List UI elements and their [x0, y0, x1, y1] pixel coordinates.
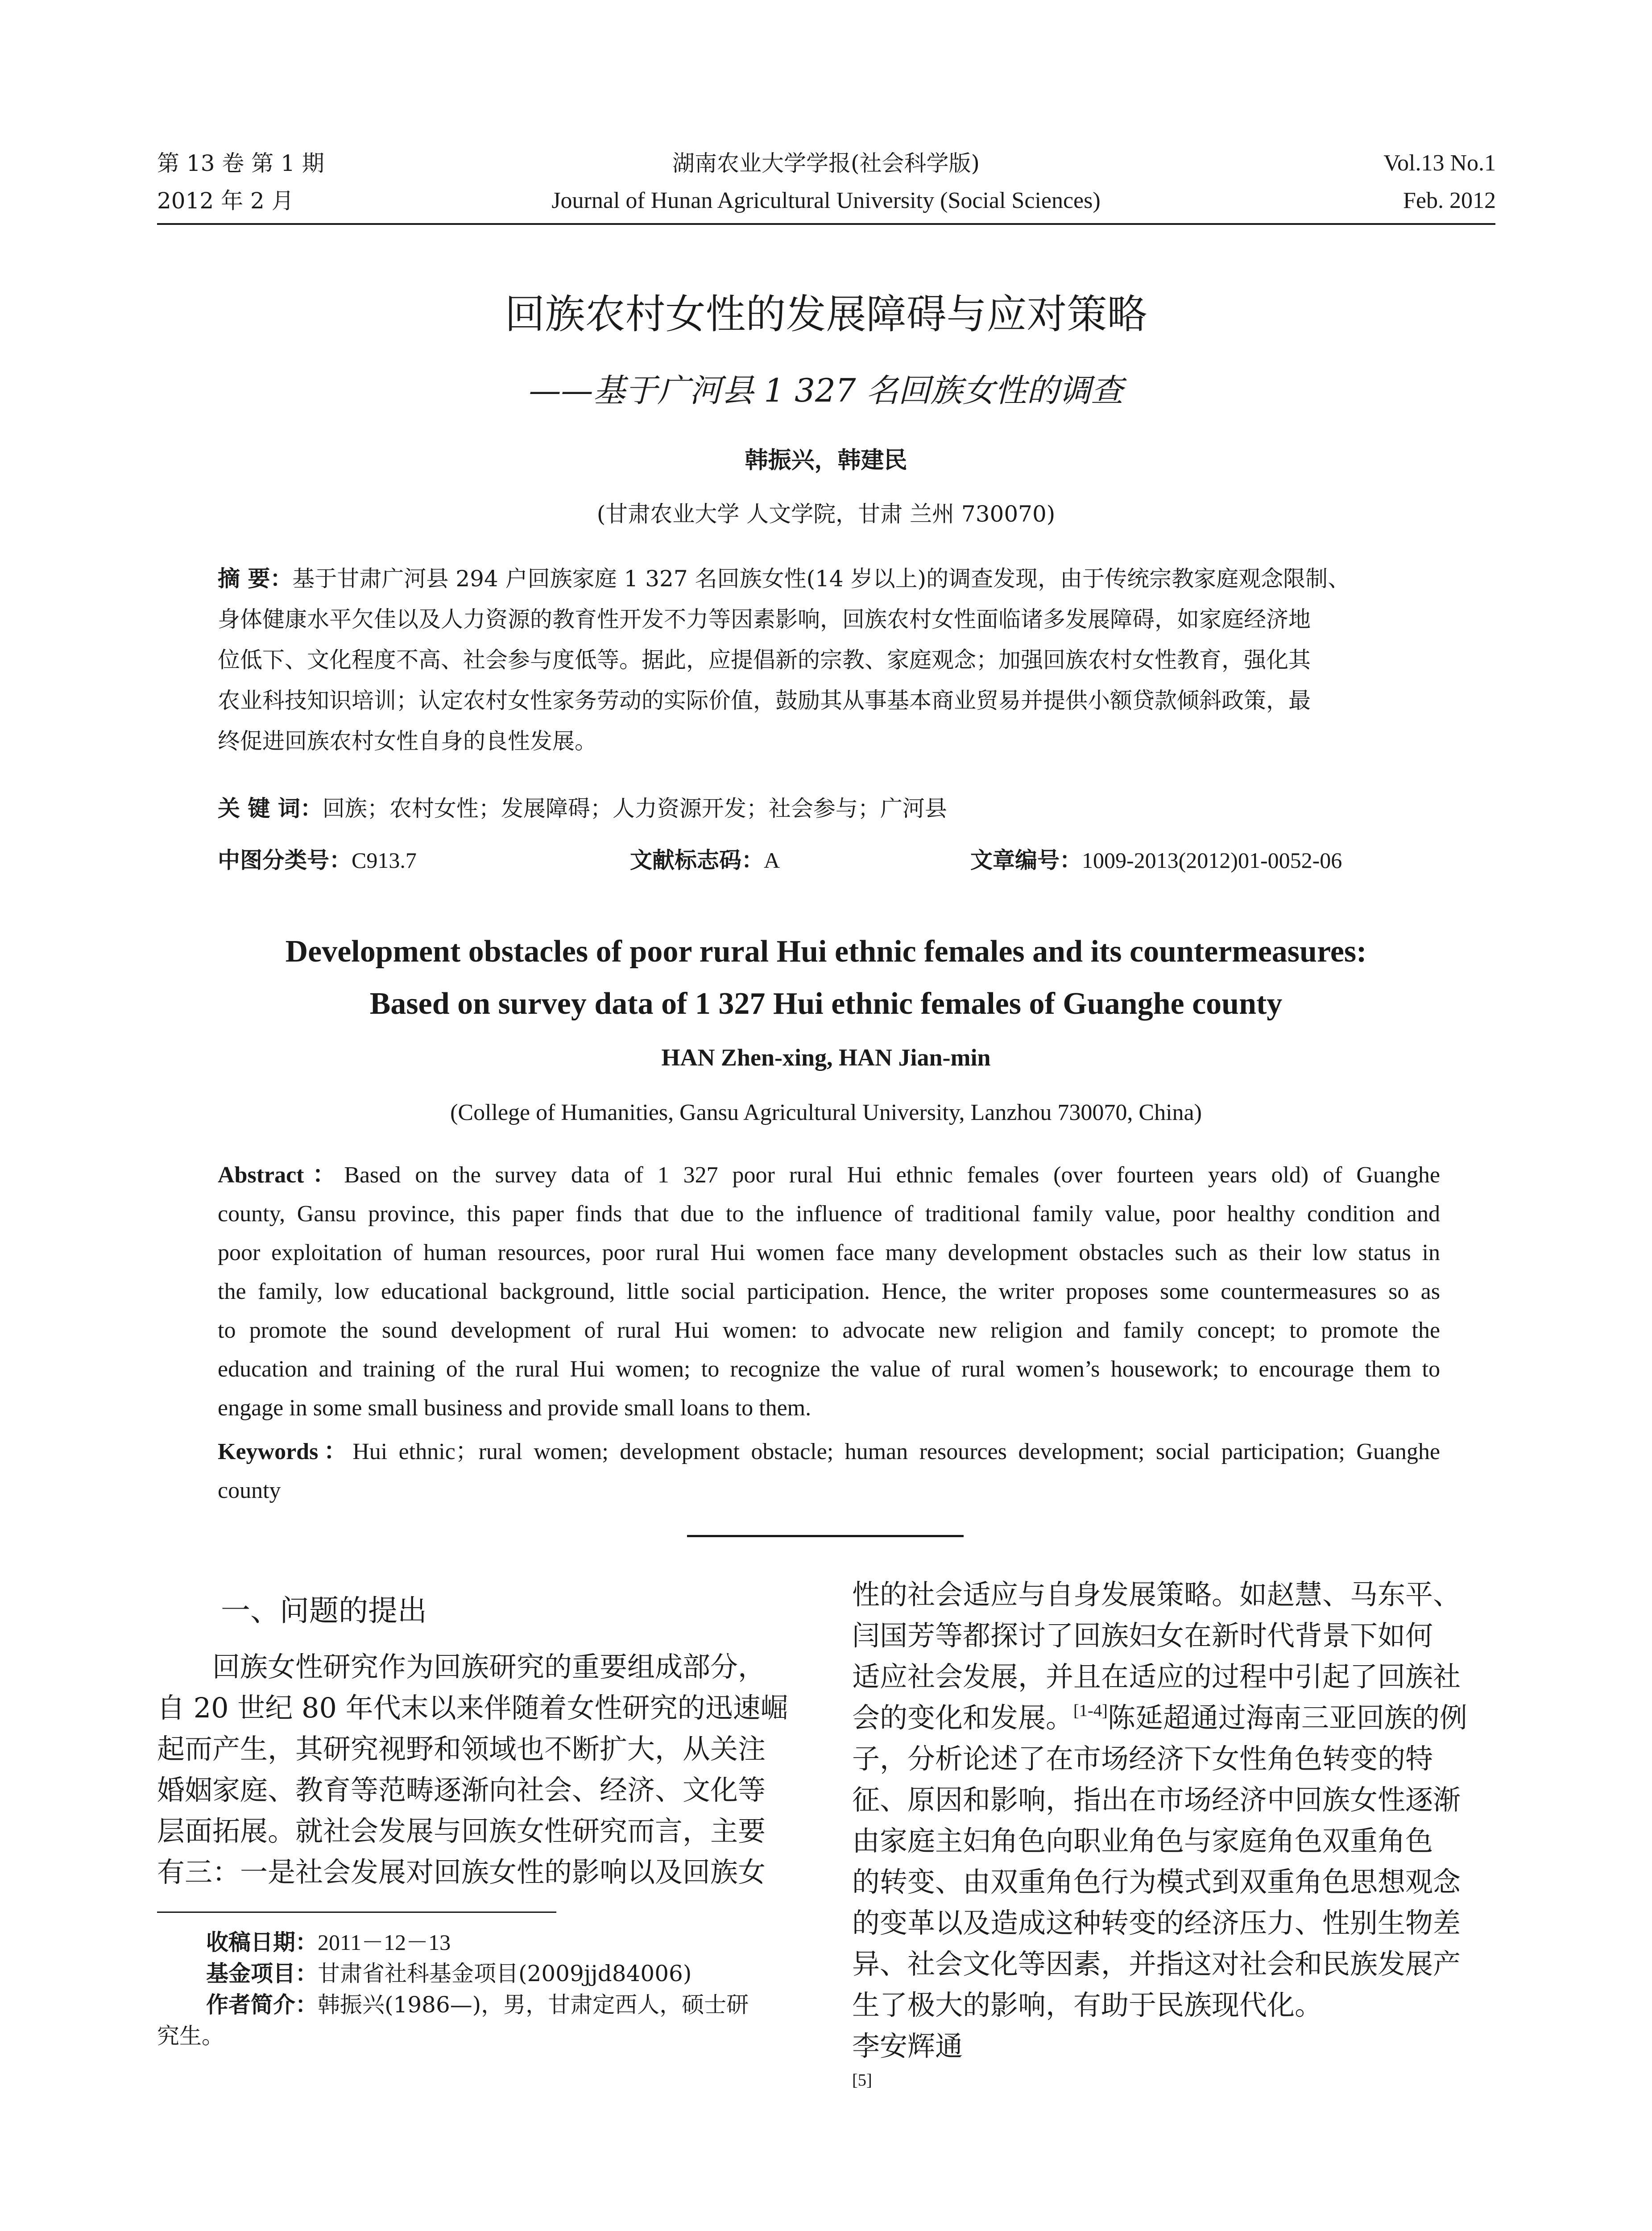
body-line: 性的社会适应与自身发展策略。如赵慧、马东平、	[852, 1578, 1461, 1611]
date-cn: 2012 年 2 月	[157, 188, 294, 214]
abstract-en-line: poor exploitation of human resources, poor rural Hui women face many development obstacles such as their low status in	[218, 1240, 1440, 1265]
author-bio-value: 韩振兴(1986—)，男，甘肃定西人，硕士研	[318, 1992, 749, 2018]
abstract-cn-line: 农业科技知识培训；认定农村女性家务劳动的实际价值，鼓励其从事基本商业贸易并提供小额贷款倾斜政策，最	[218, 688, 1311, 713]
fund-value: 甘肃省社科基金项目(2009jjd84006)	[318, 1961, 692, 1986]
volume-issue-en: Vol.13 No.1	[1383, 150, 1496, 176]
doc-code-value: A	[764, 848, 780, 873]
paper-subtitle-cn: ——基于广河县 1 327 名回族女性的调查	[529, 372, 1123, 409]
authors-en: HAN Zhen-xing, HAN Jian-min	[661, 1044, 991, 1071]
keywords-en	[218, 1432, 1440, 1510]
clc-label: 中图分类号：	[218, 847, 352, 873]
keywords-cn-text: 回族；农村女性；发展障碍；人力资源开发；社会参与；广河县	[322, 796, 947, 821]
citation-5: [5]	[852, 2071, 872, 2090]
abstract-en-label: Abstract：	[218, 1162, 344, 1188]
author-bio-continued: 究生。	[157, 2023, 224, 2049]
body-line: 子，分析论述了在市场经济下女性角色转变的特	[852, 1742, 1433, 1775]
abstract-en-line: engage in some small business and provide small loans to them.	[218, 1395, 812, 1421]
section-divider	[687, 1535, 964, 1537]
abstract-en	[218, 1156, 1440, 1427]
journal-name-cn: 湖南农业大学学报(社会科学版)	[672, 150, 980, 176]
received-date-label: 收稿日期：	[206, 1929, 318, 1955]
section-heading: 一、问题的提出	[221, 1593, 427, 1628]
affiliation-en: (College of Humanities, Gansu Agricultural University, Lanzhou 730070, China)	[450, 1100, 1202, 1125]
body-line: 会的变化和发展。	[852, 1701, 1074, 1734]
article-no-label: 文章编号：	[970, 847, 1082, 873]
body-line: 生了极大的影响，有助于民族现代化。	[852, 1989, 1323, 2021]
footnote	[157, 1927, 799, 2052]
doc-code-label: 文献标志码：	[630, 847, 764, 873]
classification-article	[970, 846, 1342, 875]
abstract-cn-line: 位低下、文化程度不高、社会参与度低等。据此，应提倡新的宗教、家庭观念；加强回族农村女性教育，强化其	[218, 647, 1311, 673]
abstract-cn	[218, 559, 1440, 762]
body-line: 婚姻家庭、教育等范畴逐渐向社会、经济、文化等	[157, 1774, 766, 1806]
keywords-cn	[218, 794, 947, 823]
body-line: 的变革以及造成这种转变的经济压力、性别生物差	[852, 1907, 1461, 1939]
clc-value: C913.7	[352, 848, 417, 873]
body-line: 有三：一是社会发展对回族女性的影响以及回族女	[157, 1856, 766, 1888]
abstract-cn-line: 基于甘肃广河县 294 户回族家庭 1 327 名回族女性(14 岁以上)的调查发现，由于传统宗教家庭观念限制、	[292, 566, 1350, 592]
keywords-en-line: county	[218, 1478, 281, 1503]
abstract-en-line: county, Gansu province, this paper finds that due to the influence of traditional family value, poor healthy condition and	[218, 1201, 1440, 1227]
body-line: 的转变、由双重角色行为模式到双重角色思想观念	[852, 1866, 1461, 1898]
paper-title-en-line2: Based on survey data of 1 327 Hui ethnic females of Guanghe county	[369, 987, 1283, 1021]
affiliation-cn: (甘肃农业大学 人文学院，甘肃 兰州 730070)	[596, 501, 1056, 527]
journal-name-en: Journal of Hunan Agricultural University (Social Sciences)	[551, 188, 1101, 213]
classification-clc	[218, 846, 417, 875]
body-line: 异、社会文化等因素，并指这对社会和民族发展产	[852, 1948, 1461, 1980]
body-line: 层面拓展。就社会发展与回族女性研究而言，主要	[157, 1815, 766, 1847]
keywords-en-label: Keywords：	[218, 1439, 353, 1464]
abstract-en-line: education and training of the rural Hui women; to recognize the value of rural women’s housework; to encourage them to	[218, 1356, 1440, 1382]
body-line: 回族女性研究作为回族研究的重要组成部分，	[212, 1650, 766, 1683]
body-line: 征、原因和影响，指出在市场经济中回族女性逐渐	[852, 1783, 1461, 1816]
body-line: 由家庭主妇角色向职业角色与家庭角色双重角色	[852, 1825, 1433, 1857]
article-no-value: 1009-2013(2012)01-0052-06	[1082, 848, 1342, 873]
abstract-cn-line: 身体健康水平欠佳以及人力资源的教育性开发不力等因素影响，回族农村女性面临诸多发展障碍，如家庭经济地	[218, 606, 1311, 632]
abstract-cn-label: 摘 要：	[218, 566, 293, 592]
authors-cn: 韩振兴，韩建民	[745, 447, 907, 474]
abstract-en-line: the family, low educational background, little social participation. Hence, the writer proposes some countermeasures so as	[218, 1279, 1440, 1304]
author-bio-label: 作者简介：	[206, 1992, 318, 2018]
received-date-value: 2011－12－13	[318, 1930, 451, 1955]
body-line: 陈延超通过海南三亚回族的例	[1107, 1701, 1467, 1734]
body-left-column	[157, 1646, 799, 1893]
abstract-en-line: Based on the survey data of 1 327 poor rural Hui ethnic females (over fourteen years old) of Guanghe	[344, 1162, 1440, 1188]
volume-issue-cn: 第 13 卷 第 1 期	[157, 150, 324, 176]
body-line: 自 20 世纪 80 年代末以来伴随着女性研究的迅速崛	[157, 1692, 788, 1724]
paper-title-en-line1: Development obstacles of poor rural Hui ethnic females and its countermeasures:	[285, 934, 1367, 969]
abstract-en-line: to promote the sound development of rural Hui women: to advocate new religion and family concept; to promote the	[218, 1318, 1440, 1343]
header-rule	[157, 223, 1495, 225]
date-en: Feb. 2012	[1403, 188, 1496, 213]
body-line: 起而产生，其研究视野和领域也不断扩大，从关注	[157, 1733, 766, 1765]
footnote-rule	[157, 1912, 556, 1913]
abstract-cn-line: 终促进回族农村女性自身的良性发展。	[218, 728, 597, 754]
body-right-column	[852, 1574, 1499, 2108]
keywords-en-line: Hui ethnic；rural women; development obstacle; human resources development; social participation; Guanghe	[352, 1439, 1440, 1464]
classification-doc	[630, 846, 780, 875]
paper-title-cn: 回族农村女性的发展障碍与应对策略	[505, 291, 1147, 338]
body-line: 适应社会发展，并且在适应的过程中引起了回族社	[852, 1660, 1461, 1693]
body-line: 闫国芳等都探讨了回族妇女在新时代背景下如何	[852, 1619, 1433, 1652]
citation-1-4: [1-4]	[1073, 1701, 1108, 1721]
keywords-cn-label: 关 键 词：	[218, 796, 323, 821]
fund-label: 基金项目：	[206, 1961, 318, 1986]
body-line: 李安辉通	[852, 2030, 963, 2062]
